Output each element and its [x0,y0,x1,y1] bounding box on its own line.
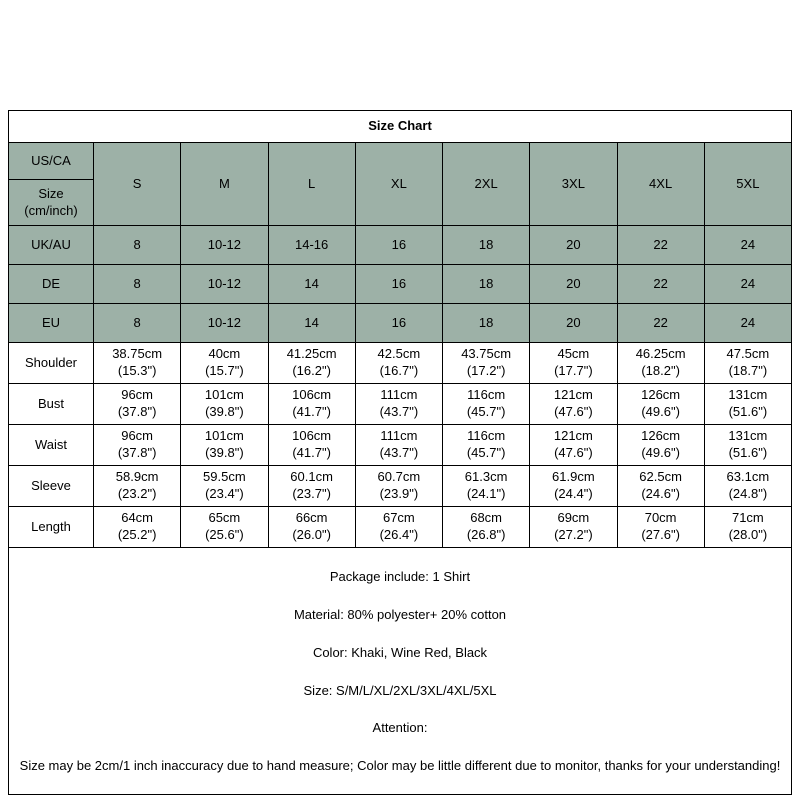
table-cell: 16 [355,265,442,304]
table-cell: 96cm (37.8") [94,384,181,425]
row-label: DE [9,265,94,304]
size-header-3xl: 3XL [530,143,617,226]
table-cell: 45cm (17.7") [530,343,617,384]
table-cell: 63.1cm (24.8") [704,466,791,507]
table-cell: 42.5cm (16.7") [355,343,442,384]
size-header-l: L [268,143,355,226]
row-label: Waist [9,425,94,466]
table-row-eu [9,304,792,343]
corner-region-label: US/CA [9,143,94,180]
table-cell: 20 [530,265,617,304]
corner-unit-label: Size (cm/inch) [9,180,94,226]
table-cell: 131cm (51.6") [704,384,791,425]
table-cell: 14 [268,265,355,304]
table-cell: 126cm (49.6") [617,425,704,466]
table-cell: 14 [268,304,355,343]
table-cell: 8 [94,265,181,304]
table-cell: 14-16 [268,226,355,265]
note-color: Color: Khaki, Wine Red, Black [312,644,488,660]
table-cell: 47.5cm (18.7") [704,343,791,384]
table-cell: 101cm (39.8") [181,384,268,425]
table-cell: 41.25cm (16.2") [268,343,355,384]
table-row-ukau [9,226,792,265]
table-cell: 10-12 [181,304,268,343]
table-cell: 24 [704,304,791,343]
table-cell: 40cm (15.7") [181,343,268,384]
table-cell: 10-12 [181,265,268,304]
row-label: EU [9,304,94,343]
table-cell: 106cm (41.7") [268,425,355,466]
title-row [9,111,792,143]
note-package: Package include: 1 Shirt [329,568,471,584]
row-label: Shoulder [9,343,94,384]
product-notes [9,548,792,795]
table-cell: 22 [617,304,704,343]
table-cell: 58.9cm (23.2") [94,466,181,507]
size-header-5xl: 5XL [704,143,791,226]
table-cell: 8 [94,304,181,343]
table-cell: 69cm (27.2") [530,507,617,548]
table-cell: 96cm (37.8") [94,425,181,466]
note-disclaimer: Size may be 2cm/1 inch inaccuracy due to hand measure; Color may be little different due to monitor, thanks for your understanding! [19,758,781,774]
table-cell: 64cm (25.2") [94,507,181,548]
table-cell: 8 [94,226,181,265]
size-header-xl: XL [355,143,442,226]
table-row-length [9,507,792,548]
table-cell: 59.5cm (23.4") [181,466,268,507]
table-cell: 121cm (47.6") [530,384,617,425]
table-cell: 38.75cm (15.3") [94,343,181,384]
size-header-m: M [181,143,268,226]
table-cell: 65cm (25.6") [181,507,268,548]
size-header-s: S [94,143,181,226]
table-cell: 10-12 [181,226,268,265]
table-cell: 116cm (45.7") [443,425,530,466]
size-header-4xl: 4XL [617,143,704,226]
table-cell: 46.25cm (18.2") [617,343,704,384]
table-cell: 111cm (43.7") [355,425,442,466]
table-cell: 131cm (51.6") [704,425,791,466]
header-row-region [9,143,792,180]
note-attention: Attention: [372,720,428,736]
table-cell: 61.9cm (24.4") [530,466,617,507]
table-cell: 18 [443,226,530,265]
note-material: Material: 80% polyester+ 20% cotton [293,606,507,622]
table-cell: 67cm (26.4") [355,507,442,548]
row-label: Bust [9,384,94,425]
table-cell: 60.1cm (23.7") [268,466,355,507]
table-cell: 20 [530,226,617,265]
table-cell: 71cm (28.0") [704,507,791,548]
table-cell: 106cm (41.7") [268,384,355,425]
size-header-2xl: 2XL [443,143,530,226]
table-row-sleeve [9,466,792,507]
table-row-bust [9,384,792,425]
table-cell: 16 [355,304,442,343]
table-cell: 101cm (39.8") [181,425,268,466]
table-cell: 116cm (45.7") [443,384,530,425]
table-cell: 20 [530,304,617,343]
notes-row [9,548,792,795]
table-cell: 111cm (43.7") [355,384,442,425]
table-cell: 62.5cm (24.6") [617,466,704,507]
table-row-shoulder [9,343,792,384]
table-cell: 22 [617,226,704,265]
table-cell: 70cm (27.6") [617,507,704,548]
row-label: Length [9,507,94,548]
table-cell: 66cm (26.0") [268,507,355,548]
page-title: Size Chart [9,111,792,143]
table-cell: 60.7cm (23.9") [355,466,442,507]
table-row-waist [9,425,792,466]
table-cell: 126cm (49.6") [617,384,704,425]
table-cell: 16 [355,226,442,265]
note-size: Size: S/M/L/XL/2XL/3XL/4XL/5XL [303,682,497,698]
table-cell: 18 [443,304,530,343]
table-cell: 61.3cm (24.1") [443,466,530,507]
table-cell: 43.75cm (17.2") [443,343,530,384]
size-chart-table [8,110,792,795]
table-cell: 121cm (47.6") [530,425,617,466]
table-cell: 24 [704,265,791,304]
table-cell: 68cm (26.8") [443,507,530,548]
table-cell: 24 [704,226,791,265]
table-row-de [9,265,792,304]
table-cell: 22 [617,265,704,304]
row-label: UK/AU [9,226,94,265]
row-label: Sleeve [9,466,94,507]
table-cell: 18 [443,265,530,304]
